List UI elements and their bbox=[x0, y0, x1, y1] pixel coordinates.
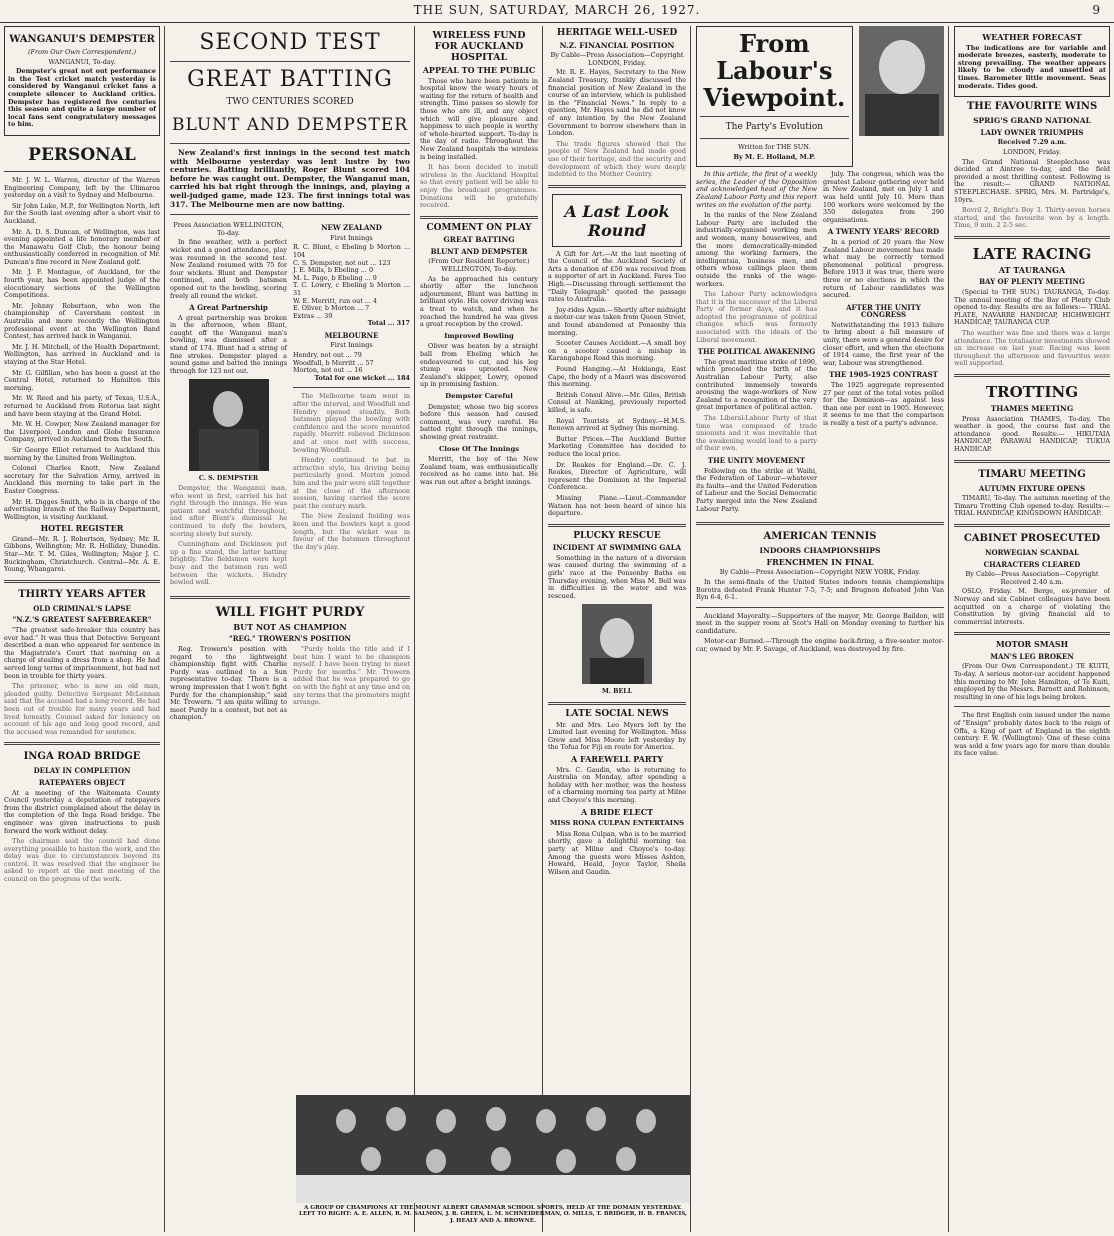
labour-body-1: In the ranks of the New Zealand Labour Party are included the industrially-organised working men and women, many housewives, and the more democratically-minded among the working farmers, the intelligentsia, business men, and others whose callings place them outside the ranks of the wage-workers. bbox=[696, 211, 817, 288]
mel-score-subhead: First Innings bbox=[330, 341, 373, 350]
contrast-body: The 1925 aggregate represented 27 per cent of the total votes polled for the Dominion—as against less than one per cent in 1905. However, it seems to me that the comparison is really a test of a party's advance. bbox=[823, 381, 944, 427]
column-rule bbox=[414, 26, 415, 1232]
thirty-years-subhead-2: "N.Z.'S GREATEST SAFEBREAKER" bbox=[12, 615, 152, 625]
wanganui-source: (From Our Own Correspondent.) bbox=[27, 48, 137, 56]
score-row: C. S. Dempster, not out ... 123 bbox=[293, 258, 391, 267]
wanganui-headline: WANGANUI'S DEMPSTER bbox=[9, 34, 155, 45]
score-row: W. E. Merritt, run out ... 4 bbox=[293, 296, 377, 305]
social-headline: LATE SOCIAL NEWS bbox=[565, 709, 669, 720]
personal-item: Mr. A. D. S. Duncan, of Wellington, was last evening appointed a life honorary member of the Manawatu Golf Club, the honour being enthusiastically conferred in recognition of Mr. Duncan's fine record in New Zealand golf. bbox=[4, 227, 160, 266]
personal-item: Mr. J. H. Mitchell, of the Health Department, Wellington, has arrived in Auckland and is staying at the Star Hotel. bbox=[4, 342, 160, 366]
column-3: WIRELESS FUND FOR AUCKLAND HOSPITAL APPEAL TO THE PUBLIC Those who have been patients in hospital know the weary hours of waiting for the return of health and strength. Time passes so slowly for those who are ill, and any object which will give pleasure and happiness to such people is worthy of whole-hearted support. To-day is the day of radio. Throughout the New Zealand hospitals the wireless is being installed. It has been decided to install wireless in the Auckland Hospital so that every patient will be able to enjoy the broadcast programmes. Donations will be gratefully received. COMMENT ON PLAY GREAT BATTING BLUNT AND DEMPSTER (From Our Resident Reporter.) WELLINGTON, To-day. As he approached his century shortly after the luncheon adjournment, Blunt was batting in brilliant style. His cover driving was a treat to watch, and when he reached the hundred he was given a great reception by the crowd. Improved Bowling Oliver was beaten by a straight ball from Ebeling which he endeavoured to cut, and his leg stump was uprooted. New Zealand's skipper, Lowry, opened up in promising fashion. Dempster Careful Dempster, whose two big scores before this season had caused comment, was very careful. He batted right through the innings, showing great restraint. Close Of The Innings Merritt, the boy of the New Zealand team, was enthusiastically received as he came into bat. He was run out after a bright innings. bbox=[420, 30, 538, 486]
weather-headline: WEATHER FORECAST bbox=[982, 32, 1082, 42]
comment-body-3: Dempster, whose two big scores before this season had caused comment, was very careful. He batted right through the innings, showing great restraint. bbox=[420, 402, 538, 441]
score-row: E. Oliver, b Morton ... 7 bbox=[293, 304, 370, 313]
tennis-subhead-2: FRENCHMEN IN FINAL bbox=[766, 556, 874, 567]
inga-subhead-2: RATEPAYERS OBJECT bbox=[38, 777, 126, 787]
purdy-subhead-2: "REG." TROWERN'S POSITION bbox=[229, 634, 351, 644]
coin-note: The first English coin issued under the name of "Ensign" probably dates back to the reign of Offa, a King of part of England in the eighth century. F. W. (Wellington): One of these coins was sold a few years ago for more than double its face value. bbox=[954, 711, 1110, 758]
wireless-headline: WIRELESS FUND FOR AUCKLAND HOSPITAL bbox=[432, 30, 526, 63]
test-dateline: Press Association WELLINGTON, To-day. bbox=[173, 221, 284, 237]
favourite-received: Received 7.29 a.m. bbox=[997, 138, 1067, 147]
test-headline-1: SECOND TEST bbox=[199, 30, 381, 55]
timaru-body: TIMARU, To-day. The autumn meeting of the Timaru Trotting Club opened to-day. Results:— TRIAL HANDICAP, KINGSDOWN HANDICAP. bbox=[954, 494, 1110, 518]
score-row: Extras ... 39 bbox=[293, 311, 333, 320]
cabinet-headline: CABINET PROSECUTED bbox=[963, 532, 1101, 544]
test-body-2: A great partnership was broken in the afternoon, when Blunt, caught off the Wanganui man's bowling, was dismissed after a stand of 174. Blunt had a string of fine strokes. Dempster played a sound game and batted the innings through for 123 not out. bbox=[170, 313, 287, 375]
purdy-headline: WILL FIGHT PURDY bbox=[215, 604, 365, 620]
last-look-item: Scooter Causes Accident.—A small boy on a scooter caused a mishap in Karangahape Road this morning. bbox=[548, 339, 686, 363]
timaru-headline: TIMARU MEETING bbox=[978, 468, 1086, 480]
hotel-register-body: Grand—Mr. R. J. Robertson, Sydney; Mr. R. Gibbons, Wellington; Mr. R. Holliday, Dunedin. Star—Mr. T. M. Giles, Wellington; Major J. C. Buckingham, Christchurch. Central—Mr. A. E. Young, Whangarei. bbox=[4, 534, 160, 574]
column-1: WANGANUI'S DEMPSTER (From Our Own Correspondent.) WANGANUI, To-day. Dempster's great not out performance in the Test cricket match yesterday is considered by Wanganui cricket fans a complete silencer to Auckland critics. Dempster has registered five centuries this season and quite a large number of local fans sent congratulatory messages to him. PERSONAL Mr. J. W. L. Warren, director of the Warren Engineering Company, left by the Ulimaroa yesterday on a visit to Sydney and Melbourne. Sir John Luke, M.P., for Wellington North, left for the South last evening after a short visit to Auckland. Mr. A. D. S. Duncan, of Wellington, was last evening appointed a life honorary member of the Manawatu Golf Club, the honour being enthusiastically conferred in recognition of Mr. Duncan's fine record in New Zealand golf. Mr. J. F. Montague, of Auckland, for the fourth year, has been appointed judge of the elocutionary sections of the Wellington Competitions. Mr. Johnny Robertson, who won the championship of Caversham contest in Australia and more recently the Wellington professional event at the Wellington Band Contest, has arrived back in Wanganui. Mr. J. H. Mitchell, of the Health Department, Wellington, has arrived in Auckland and is staying at the Star Hotel. Mr. G. Gilfillan, who has been a guest at the Central Hotel, returned to Hamilton this morning. Mr. W. Reed and his party, of Texas, U.S.A., returned to Auckland from Rotorua last night and have been staying at the Grand Hotel. Mr. W. H. Cowper, New Zealand manager for the Liverpool, London and Globe Insurance Company, arrived in Auckland from the South. Sir George Elliot returned to Auckland this morning by the Limited from Wellington. Colonel Charles Knott, New Zealand secretary for the Salvation Army, arrived in Auckland this morning to take part in the Easter Congress. Mr. H. Digges Smith, who is in charge of the advertising branch of the Railway Department, Wellington, is visiting Auckland. HOTEL REGISTER Grand—Mr. R. J. Robertson, Sydney; Mr. R. Gibbons, Wellington; Mr. R. Holliday, Dunedin. Star—Mr. T. M. Giles, Wellington; Major J. C. Buckingham, Christchurch. Central—Mr. A. E. Young, Whangarei. THIRTY YEARS AFTER OLD CRIMINAL'S LAPSE "N.Z.'S GREATEST SAFEBREAKER" "The greatest safe-breaker this country has ever had." It was thus that Detective Sergeant described a man who appeared for sentence in the Magistrate's Court that morning on a charge of stealing a dress from a shop. He had served long terms of imprisonment, but had not been in trouble for thirty years. The prisoner, who is now an old man, pleaded guilty. Detective Sergeant McLennan said that the accused had a long record. He had been out of trouble for many years and had lived honestly. Counsel asked for leniency on account of his age and long good record, and the accused was remanded for sentence. INGA ROAD BRIDGE DELAY IN COMPLETION RATEPAYERS OBJECT At a meeting of the Waitemata County Council yesterday a deputation of ratepayers from the district complained about the delay in the completion of the Inga Road bridge. The engineer was given instructions to push forward the work without delay. The chairman said the council had done everything possible to hasten the work, and the delay was due to circumstances beyond its control. It was resolved that the engineer be asked to report at the next meeting of the council on the progress of the work. bbox=[4, 26, 160, 1232]
late-racing-subhead: AT TAURANGA bbox=[998, 264, 1066, 275]
thirty-years-headline: THIRTY YEARS AFTER bbox=[18, 588, 146, 600]
late-racing-body: (Special to THE SUN.) TAURANGA, To-day. The annual meeting of the Bay of Plenty Club opened to-day. Results are as follows:— TRIAL PLATE, NAVARRE HANDICAP, HIGHWEIGHT HANDICAP, TAURANGA CUP. bbox=[954, 288, 1110, 327]
personal-item: Mr. W. Reed and his party, of Texas, U.S.A., returned to Auckland from Rotorua last night and have been staying at the Grand Hotel. bbox=[4, 394, 160, 418]
column-5: From Labour's Viewpoint. The Party's Evolution Written for THE SUN. By M. E. Holland, M.P. In this article, the first of a weekly series, the Leader of the Opposition and acknowledged head of the New Zealand Labour Party and this report writes on the evolution of the party. In the ranks of the New Zealand Labour Party are included the industrially-organised working men and women, many housewives, and the more democratically-minded among the working farmers, the intelligentsia, business men, and others whose callings place them outside the ranks of the wage-workers. The Labour Party acknowledges that it is the successor of the Liberal Party of former days, and it has adopted the programme of political changes which was formerly associated with the ideals of the Liberal movement. THE POLITICAL AWAKENING The great maritime strike of 1890, which preceded the birth of the Australian Labour Party, also contributed immensely towards arousing the wage-workers of New Zealand to a recognition of the very great importance of political action. The Liberal-Labour Party of that time was composed of trade unionists and it was inevitable that the awakening would lead to a party of their own. THE UNITY MOVEMENT Following on the strike at Waihi, the Federation of Labour—whatever its faults—and the United Federation of Labour and the Social Democratic Party merged into the New Zealand Labour Party. July. The congress, which was the greatest Labour gathering ever held in New Zealand, met on July 1 and was held until July 10. More than 100 workers were welcomed by the 350 delegates from 290 organisations. A TWENTY YEARS' RECORD In a period of 20 years the New Zealand Labour movement has made what may be correctly termed phenomenal political progress. Before 1913 it was true, there were three or no elections in which the return of Labour candidates was secured. AFTER THE UNITY CONGRESS Notwithstanding the 1913 failure to bring about a full measure of unity, there were a general desire for closer effort, and when the elections of 1914 came, the first year of the war, Labour was strengthened. THE 1905-1925 CONTRAST The 1925 aggregate represented 27 per cent of the total votes polled for the Dominion—as against less than one per cent in 1905. However, it seems to me that the comparison is really a test of a party's advance. AMERICAN TENNIS INDOORS CHAMPIONSHIPS FRENCHMEN IN FINAL By Cable—Press Association—Copyright NEW YORK, Friday. In the semi-finals of the United States indoors tennis championships Borotra defeated Frank Hunter 7-5, 7-5; and Brugnon defeated John Van Ryn 6-4, 6-1. Auckland Mayoralty.—Supporters of the mayor, Mr. George Baildon, will meet in the supper room at Scot's Hall on Monday evening to further his candidature. Motor-car Burned.—Through the engine back-firing, a five-seater motor-car, owned by Mr. F. Savage, of Auckland, was destroyed by fire. bbox=[696, 26, 944, 1232]
score-row: Woodfull, b Merritt ... 57 bbox=[293, 358, 374, 367]
hotel-register-headline: HOTEL REGISTER bbox=[40, 523, 124, 534]
twenty-years-body: In a period of 20 years the New Zealand Labour movement has made what may be correctly termed phenomenal political progress. Before 1913 it was true, there were three or no elections in which the return of Labour candidates was secured. bbox=[823, 237, 944, 300]
mel-score-headline: MELBOURNE bbox=[324, 330, 379, 340]
last-look-item: Royal Tourists at Sydney.—H.M.S. Renown arrived at Sydney this morning. bbox=[548, 416, 686, 433]
twenty-years-head: A TWENTY YEARS' RECORD bbox=[827, 227, 940, 237]
holland-portrait bbox=[859, 26, 944, 136]
favourite-headline: THE FAVOURITE WINS bbox=[966, 101, 1098, 113]
champions-photo-block bbox=[296, 1095, 690, 1224]
labour-title-box bbox=[696, 26, 853, 167]
weather-body: The indications are for variable and moderate breezes, easterly, moderate to strong prevailing. The weather appears likely to be cloudy and unsettled at times. Barometer little movement. Seas moderate. Tides good. bbox=[958, 43, 1106, 90]
score-row: M. L. Page, b Ebeling ... 9 bbox=[293, 273, 377, 282]
comment-body-2: Oliver was beaten by a straight ball from Ebeling which he endeavoured to cut, and his leg stump was uprooted. New Zealand's skipper, Lowry, opened up in promising fashion. bbox=[420, 342, 538, 389]
test-headline-2: GREAT BATTING bbox=[187, 67, 393, 92]
comment-subhead: GREAT BATTING bbox=[443, 235, 515, 245]
test-intro: New Zealand's first innings in the second test match with Melbourne yesterday was lent lustre by two centuries. Batting brilliantly, Roger Blunt scored 104 before he was caught out. Dempster, the Wanganui man, carried his bat right through the innings, and, playing a well-judged game, made 123. The first innings total was 317. The Melbourne men are now batting. bbox=[170, 148, 410, 209]
cabinet-subhead: NORWEGIAN SCANDAL bbox=[985, 547, 1079, 557]
trotting-subhead: THAMES MEETING bbox=[990, 404, 1074, 413]
timaru-subhead: AUTUMN FIXTURE OPENS bbox=[978, 483, 1086, 493]
after-unity-head: AFTER THE UNITY CONGRESS bbox=[846, 302, 921, 320]
wanganui-body: Dempster's great not out performance in the Test cricket match yesterday is considered by Wanganui cricket fans a complete silencer to Auckland critics. Dempster has registered five centuries this season and quite a large number of local fans sent congratulatory messages to him. bbox=[8, 67, 156, 129]
nz-score-headline: NEW ZEALAND bbox=[321, 223, 382, 233]
inga-headline: INGA ROAD BRIDGE bbox=[23, 751, 141, 763]
contrast-head: THE 1905-1925 CONTRAST bbox=[829, 370, 938, 380]
column-rule bbox=[542, 26, 543, 1232]
personal-headline: PERSONAL bbox=[28, 144, 136, 165]
weather-box bbox=[954, 26, 1110, 97]
social-body: Mr. and Mrs. Leo Myers left by the Limited last evening for Wellington. Miss Grew and Miss Moore left yesterday by the Tofua for Fiji en route for America. bbox=[548, 720, 686, 752]
bell-photo bbox=[582, 604, 652, 684]
trotting-body: Press Association THAMES, To-day. The weather is good, the course fast and the attendance good. Results:— HIKUTAIA HANDICAP, PARAWAI HANDICAP, TUKUA HANDICAP. bbox=[954, 414, 1110, 453]
comment-subhead-4: Dempster Careful bbox=[445, 391, 513, 400]
test-headline-4: BLUNT AND DEMPSTER bbox=[171, 115, 409, 135]
bride-subhead: MISS RONA CULPAN ENTERTAINS bbox=[549, 819, 685, 828]
last-look-item: Dr. Reakes for England.—Dr. C. J. Reakes, Director of Agriculture, will represent the Dominion at the Imperial Conference. bbox=[548, 460, 686, 492]
labour-byline-2: By M. E. Holland, M.P. bbox=[733, 152, 816, 161]
column-6: WEATHER FORECAST The indications are for variable and moderate breezes, easterly, moderate to strong prevailing. The weather appears likely to be cloudy and unsettled at times. Barometer little movement. Seas moderate. Tides good. THE FAVOURITE WINS SPRIG'S GRAND NATIONAL LADY OWNER TRIUMPHS Received 7.29 a.m. LONDON, Friday. The Grand National Steeplechase was decided at Aintree to-day, and the field provided a most thrilling contest. Following is the result:— GRAND NATIONAL STEEPLECHASE. SPRIG, Mrs. M. Partridge's, 10yrs. Bovril 2, Bright's Boy 3. Thirty-seven horses started, and the favourite won by a length. Time, 9 min. 2 2-5 sec. LATE RACING AT TAURANGA BAY OF PLENTY MEETING (Special to THE SUN.) TAURANGA, To-day. The annual meeting of the Bay of Plenty Club opened to-day. Results are as follows:— TRIAL PLATE, NAVARRE HANDICAP, HIGHWEIGHT HANDICAP, TAURANGA CUP. The weather was fine and there was a large attendance. The totalisator investments showed an increase on last year. Racing was keen throughout the afternoon and favourites were well supported. TROTTING THAMES MEETING Press Association THAMES, To-day. The weather is good, the course fast and the attendance good. Results:— HIKUTAIA HANDICAP, PARAWAI HANDICAP, TUKUA HANDICAP. TIMARU MEETING AUTUMN FIXTURE OPENS TIMARU, To-day. The autumn meeting of the Timaru Trotting Club opened to-day. Results:— TRIAL HANDICAP, KINGSDOWN HANDICAP. CABINET PROSECUTED NORWEGIAN SCANDAL CHARACTERS CLEARED By Cable—Press Association—Copyright Received 2.40 a.m. OSLO, Friday. M. Berge, ex-premier of Norway and six Cabinet colleagues have been acquitted on a charge of violating the Constitution by giving financial aid to commercial interests. MOTOR SMASH MAN'S LEG BROKEN (From Our Own Correspondent.) TE KUITI, To-day. A serious motor-car accident happened this morning to Mr. John Hamilton, of Te Kuiti, employed by the Messrs. Barnett and Robinson, resulting in one of his legs being broken. The first English coin issued under the name of "Ensign" probably dates back to the reign of Offa, a King of part of England in the eighth century. F. W. (Wellington): One of these coins was sold a few years ago for more than double its face value. bbox=[954, 26, 1110, 1232]
wanganui-box bbox=[4, 26, 160, 136]
personal-item: Mr. W. H. Cowper, New Zealand manager for the Liverpool, London and Globe Insurance Company, arrived in Auckland from the South. bbox=[4, 420, 160, 444]
comment-headline: COMMENT ON PLAY bbox=[426, 222, 532, 233]
comment-subhead-2: BLUNT AND DEMPSTER bbox=[430, 246, 528, 256]
plucky-body: Something in the nature of a diversion was caused during the swimming of a girls' race at the Ponsonby Baths on Thursday evening, when Miss M. Bell was in difficulties in the water and was rescued. bbox=[548, 553, 686, 600]
personal-item: Mr. J. F. Montague, of Auckland, for the fourth year, has been appointed judge of the elocutionary sections of the Wellington Competitions. bbox=[4, 268, 160, 300]
personal-item: Mr. Johnny Robertson, who won the championship of Caversham contest in Australia and more recently the Wellington professional event at the Wellington Band Contest, has arrived back in Wanganui. bbox=[4, 301, 160, 341]
inga-subhead: DELAY IN COMPLETION bbox=[33, 766, 131, 776]
labour-title-1: From Labour's bbox=[716, 29, 833, 85]
last-look-item: Butter Prices.—The Auckland Butter Marketing Committee has decided to reduce the local price. bbox=[548, 434, 686, 458]
nz-score-subhead: First Innings bbox=[330, 233, 373, 242]
late-racing-headline: LATE RACING bbox=[972, 244, 1092, 263]
column-rule bbox=[948, 26, 949, 1232]
bride-body: Miss Rona Culpan, who is to be married shortly, gave a delightful morning tea party at Milne and Choyce's to-day. Among the guests were Misses Ashton, Howard, Heald, Joyce Taylor, Sheila Wilson and Gaudin. bbox=[548, 829, 686, 876]
heritage-subhead: N.Z. FINANCIAL POSITION bbox=[559, 40, 675, 50]
column-rule bbox=[164, 26, 165, 1232]
column-2: SECOND TEST GREAT BATTING TWO CENTURIES SCORED BLUNT AND DEMPSTER New Zealand's first innings in the second test match with Melbourne yesterday was lent lustre by two centuries. Batting brilliantly, Roger Blunt scored 104 before he was caught out. Dempster, the Wanganui man, carried his bat right through the innings, and, playing a well-judged game, made 123. The first innings total was 317. The Melbourne men are now batting. Press Association WELLINGTON, To-day. In fine weather, with a perfect wicket and a good attendance, play was resumed in the second test. New Zealand resumed with 75 for four wickets. Blunt and Dempster continued, and both batsmen opened out to the bowling, scoring freely all round the wicket. A Great Partnership A great partnership was broken in the afternoon, when Blunt, caught off the Wanganui man's bowling, was dismissed after a stand of 174. Blunt had a string of fine strokes. Dempster played a sound game and batted the innings through for 123 not out. C. S. DEMPSTER Dempster, the Wanganui man, who went in first, carried his bat right through the innings. He was patient and watchful throughout, and after Blunt's dismissal he continued to defy the bowlers, scoring slowly but surely. Cunningham and Dickinson put up a fine stand, the latter batting brightly. The fieldsmen were kept busy and the batsmen ran well between the wickets. Hendry bowled well. NEW ZEALAND First Innings R. C. Blunt, c Ebeling b Morton ... 104 C. S. Dempster, not out ... 123 J. E. Mills, b Ebeling ... 0 M. L. Page, b Ebeling ... 9 T. C. Lowry, c Ebeling b Morton ... 31 W. E. Merritt, run out ... 4 E. Oliver, b Morton ... 7 Extras ... 39 Total ... 317 MELBOURNE First Innings Hendry, not out ... 79 Woodfull, b Merritt ... 57 Morton, not out ... 16 Total for one wicket ... 184 The Melbourne team went in after the interval, and Woodfull and Hendry opened steadily. Both batsmen played the bowling with confidence and the score mounted rapidly. Merritt relieved Dickinson and at once met with success, bowling Woodfull. Hendry continued to bat in attractive style, his driving being particularly good. Morton joined him and the pair were still together at the close of the afternoon session, having carried the score past the century mark. The New Zealand fielding was keen and the bowlers kept a good length, but the wicket was in favour of the batsmen throughout the day's play. WILL FIGHT PURDY BUT NOT AS CHAMPION "REG." TROWERN'S POSITION Reg. Trowern's position with regard to the lightweight championship fight with Charlie Purdy was outlined to a Sun representative to-day. "There is a wrong impression that I won't fight Purdy for the championship," said Mr. Trowern. "I am quite willing to meet Purdy in a contest, but not as champion." "Purdy holds the title and if I beat him I want to be champion myself. I have been trying to meet Purdy for months." Mr. Trowern added that he was prepared to go on with the fight at any time and on any terms that the promoters might arrange. bbox=[170, 30, 410, 722]
personal-item: Sir George Elliot returned to Auckland this morning by the Limited from Wellington. bbox=[4, 445, 160, 462]
last-look-headline: A Last Look Round bbox=[564, 201, 670, 240]
wanganui-dateline: WANGANUI, To-day. bbox=[48, 57, 116, 66]
motor-smash-body: (From Our Own Correspondent.) TE KUITI, To-day. A serious motor-car accident happened this morning to Mr. John Hamilton, of Te Kuiti, employed by the Messrs. Barnett and Robinson, resulting in one of his legs being broken. bbox=[954, 662, 1110, 701]
plucky-headline: PLUCKY RESCUE bbox=[573, 530, 661, 541]
farewell-headline: A FAREWELL PARTY bbox=[570, 754, 664, 764]
personal-item: Mr. H. Digges Smith, who is in charge of the advertising branch of the Railway Department, Wellington, is visiting Auckland. bbox=[4, 497, 160, 521]
personal-item: Sir John Luke, M.P., for Wellington North, left for the South last evening after a short visit to Auckland. bbox=[4, 201, 160, 225]
bell-caption: M. BELL bbox=[601, 688, 633, 696]
labour-intro: In this article, the first of a weekly series, the Leader of the Opposition and acknowledged head of the New Zealand Labour Party and this report writes on the evolution of the party. bbox=[696, 170, 817, 209]
motor-smash-headline: MOTOR SMASH bbox=[995, 639, 1069, 650]
labour-right-body: July. The congress, which was the greatest Labour gathering ever held in New Zealand, met on July 1 and was held until July 10. More than 100 workers were welcomed by the 350 delegates from 290 organisations. bbox=[823, 170, 944, 224]
heritage-headline: HERITAGE WELL-USED bbox=[556, 28, 678, 38]
labour-subtitle: The Party's Evolution bbox=[725, 122, 824, 132]
last-look-item: British Consul Alive.—Mr. Giles, British Consul at Nanking, previously reported killed, is safe. bbox=[548, 390, 686, 414]
motor-fire-body: Motor-car Burned.—Through the engine back-firing, a five-seater motor-car, owned by Mr. F. Savage, of Auckland, was destroyed by fire. bbox=[696, 637, 944, 654]
comment-subhead-5: Close Of The Innings bbox=[438, 444, 520, 453]
personal-item: Colonel Charles Knott, New Zealand secretary for the Salvation Army, arrived in Auckland this morning to take part in the Easter Congress. bbox=[4, 464, 160, 495]
cabinet-body: OSLO, Friday. M. Berge, ex-premier of Norway and six Cabinet colleagues have been acquitted on a charge of violating the Constitution by giving financial aid to commercial interests. bbox=[954, 587, 1110, 626]
cabinet-subhead-2: CHARACTERS CLEARED bbox=[983, 559, 1081, 569]
test-body-1: In fine weather, with a perfect wicket and a good attendance, play was resumed in the second test. New Zealand resumed with 75 for four wickets. Blunt and Dempster continued, and both batsmen opened out to the bowling, scoring freely all round the wicket. bbox=[170, 238, 287, 300]
farewell-body: Mrs. C. Gaudin, who is returning to Australia on Monday, after spending a holiday with her mother, was the hostess of a charming morning tea party at Milne and Choyce's this morning. bbox=[548, 765, 686, 804]
score-row: Morton, not out ... 16 bbox=[293, 366, 363, 375]
unity-head: THE UNITY MOVEMENT bbox=[707, 455, 806, 465]
score-row: R. C. Blunt, c Ebeling b Morton ... 104 bbox=[293, 243, 410, 259]
champions-photo bbox=[296, 1095, 690, 1203]
plucky-subhead: INCIDENT AT SWIMMING GALA bbox=[552, 543, 682, 553]
score-row: Hendry, not out ... 79 bbox=[293, 351, 362, 360]
heritage-body: Mr. R. E. Hayes, Secretary to the New Zealand Treasury, frankly discussed the financial position of New Zealand in the course of an interview, which is published in the "Financial News." In reply to a question, Mr. Hayes said he did not know of any intention by the New Zealand Government to borrow elsewhere than in London. bbox=[548, 68, 686, 138]
favourite-subhead-2: LADY OWNER TRIUMPHS bbox=[980, 127, 1084, 137]
last-look-item: Joy-rides Again.—Shortly after midnight a motor-car was taken from Queen Street, and found abandoned at Ponsonby this morning. bbox=[548, 305, 686, 337]
last-look-item: Found Hanging.—At Hokianga, East Cape, the body of a Maori was discovered this morning. bbox=[548, 365, 686, 389]
wireless-body: Those who have been patients in hospital know the weary hours of waiting for the return of health and strength. Time passes so slowly for those who are ill, and any object which will give pleasure and happiness to such people is worthy of whole-hearted support. To-day is the day of radio. Throughout the New Zealand hospitals the wireless is being installed. bbox=[420, 76, 538, 161]
champions-caption: A GROUP OF CHAMPIONS AT THE MOUNT ALBERT GRAMMAR SCHOOL SPORTS, HELD AT THE DOMAIN YESTERDAY. LEFT TO RIGHT: A. E. ALLEN, R. M. SALMON, J. R. GREEN, L. M. SCHNEIDERMAN, O. MILLS, T. BRIDGER, H. B. FRANCIS, J. HEALY AND A. BROWNE. bbox=[299, 1205, 687, 1224]
unity-body: Following on the strike at Waihi, the Federation of Labour—whatever its faults—and the United Federation of Labour and the Social Democratic Party merged into the New Zealand Labour Party. bbox=[696, 466, 817, 513]
favourite-body: The Grand National Steeplechase was decided at Aintree to-day, and the field provided a most thrilling contest. Following is the result:— GRAND NATIONAL STEEPLECHASE. SPRIG, Mrs. M. Partridge's, 10yrs. bbox=[954, 157, 1110, 204]
comment-body-4: Merritt, the boy of the New Zealand team, was enthusiastically received as he came into bat. He was run out after a bright innings. bbox=[420, 455, 538, 486]
masthead bbox=[0, 0, 1114, 23]
trotting-headline: TROTTING bbox=[985, 383, 1079, 401]
favourite-subhead: SPRIG'S GRAND NATIONAL bbox=[973, 116, 1091, 126]
mayoralty-body: Auckland Mayoralty.—Supporters of the mayor, Mr. George Baildon, will meet in the supper room at Scot's Hall on Monday evening to further his candidature. bbox=[696, 611, 944, 635]
last-look-item: Missing Plane.—Lieut.-Commander Watson has not been heard of since his departure. bbox=[548, 493, 686, 518]
bride-headline: A BRIDE ELECT bbox=[580, 806, 654, 817]
cabinet-dateline: By Cable—Press Association—Copyright Received 2.40 a.m. bbox=[965, 570, 1099, 586]
nz-scorecard bbox=[293, 244, 410, 328]
motor-smash-subhead: MAN'S LEG BROKEN bbox=[990, 651, 1074, 661]
mel-score-total: Total for one wicket ... 184 bbox=[314, 373, 410, 382]
page-number: 9 bbox=[1092, 3, 1100, 17]
political-awakening-body: The great maritime strike of 1890, which preceded the birth of the Australian Labour Party, also contributed immensely towards arousing the wage-workers of New Zealand to a recognition of the very great importance of political action. bbox=[696, 357, 817, 412]
column-4: HERITAGE WELL-USED N.Z. FINANCIAL POSITION By Cable—Press Association—Copyright LONDON, Friday. Mr. R. E. Hayes, Secretary to the New Zealand Treasury, frankly discussed the financial position of New Zealand in the course of an interview, which is published in the "Financial News." In reply to a question, Mr. Hayes said he did not know of any intention by the New Zealand Government to borrow elsewhere than in London. The trade figures showed that the people of New Zealand had made good use of their heritage, and the security and development of which they were deeply indebted to the Mother Country. A Last Look Round A Gift for Art.—At the last meeting of the Council of the Auckland Society of Arts a donation of £50 was received from a supporter of art in Auckland. Fares Too High.—Discussing through settlement the "Daily Telegraph" quoted the passage rates to Australia. Joy-rides Again.—Shortly after midnight a motor-car was taken from Queen Street, and found abandoned at Ponsonby this morning. Scooter Causes Accident.—A small boy on a scooter caused a mishap in Karangahape Road this morning. Found Hanging.—At Hokianga, East Cape, the body of a Maori was discovered this morning. British Consul Alive.—Mr. Giles, British Consul at Nanking, previously reported killed, is safe. Royal Tourists at Sydney.—H.M.S. Renown arrived at Sydney this morning. Butter Prices.—The Auckland Butter Marketing Committee has decided to reduce the local price. Dr. Reakes for England.—Dr. C. J. Reakes, Director of Agriculture, will represent the Dominion at the Imperial Conference. Missing Plane.—Lieut.-Commander Watson has not been heard of since his departure. PLUCKY RESCUE INCIDENT AT SWIMMING GALA Something in the nature of a diversion was caused during the swimming of a girls' race at the Ponsonby Baths on Thursday evening, when Miss M. Bell was in difficulties in the water and was rescued. M. BELL LATE SOCIAL NEWS Mr. and Mrs. Leo Myers left by the Limited last evening for Wellington. Miss Grew and Miss Moore left yesterday by the Tofua for Fiji en route for America. A FAREWELL PARTY Mrs. C. Gaudin, who is returning to Australia on Monday, after spending a holiday with her mother, was the hostess of a charming morning tea party at Milne and Choyce's this morning. A BRIDE ELECT MISS RONA CULPAN ENTERTAINS Miss Rona Culpan, who is to be married shortly, gave a delightful morning tea party at Milne and Choyce's to-day. Among the guests were Misses Ashton, Howard, Heald, Joyce Taylor, Sheila Wilson and Gaudin. bbox=[548, 28, 686, 876]
tennis-subhead: INDOORS CHAMPIONSHIPS bbox=[759, 546, 881, 556]
comment-subhead-3: Improved Bowling bbox=[444, 331, 514, 340]
masthead-title: THE SUN, SATURDAY, MARCH 26, 1927. bbox=[413, 3, 701, 17]
tennis-dateline: By Cable—Press Association—Copyright NEW YORK, Friday. bbox=[719, 568, 921, 577]
inga-body: At a meeting of the Waitemata County Council yesterday a deputation of ratepayers from the district complained about the delay in the completion of the Inga Road bridge. The engineer was given instructions to push forward the work without delay. bbox=[4, 788, 160, 835]
comment-body: As he approached his century shortly after the luncheon adjournment, Blunt was batting in brilliant style. His cover driving was a treat to watch, and when he reached the hundred he was given a great reception by the crowd. bbox=[420, 274, 538, 329]
political-awakening-head: THE POLITICAL AWAKENING bbox=[697, 347, 816, 357]
personal-item: Mr. J. W. L. Warren, director of the Warren Engineering Company, left by the Ulimaroa yesterday on a visit to Sydney and Melbourne. bbox=[4, 175, 160, 200]
heritage-dateline: By Cable—Press Association—Copyright LONDON, Friday. bbox=[550, 51, 684, 67]
purdy-body: Reg. Trowern's position with regard to the lightweight championship fight with Charlie Purdy was outlined to a Sun representative to-day. "There is a wrong impression that I won't fight Purdy for the championship," said Mr. Trowern. "I am quite willing to meet Purdy in a contest, but not as champion." bbox=[170, 644, 287, 722]
tennis-headline: AMERICAN TENNIS bbox=[763, 531, 877, 543]
test-headline-3: TWO CENTURIES SCORED bbox=[226, 97, 354, 107]
score-total: Total ... 317 bbox=[367, 319, 410, 328]
purdy-subhead: BUT NOT AS CHAMPION bbox=[233, 621, 347, 632]
thirty-years-subhead: OLD CRIMINAL'S LAPSE bbox=[33, 603, 131, 613]
dempster-caption: C. S. DEMPSTER bbox=[198, 475, 259, 483]
column-rule bbox=[690, 26, 691, 1232]
after-unity-body: Notwithstanding the 1913 failure to bring about a full measure of unity, there were a general desire for closer effort, and when the elections of 1914 came, the first year of the war, Labour was strengthened. bbox=[823, 320, 944, 367]
labour-title-2: Viewpoint. bbox=[703, 83, 846, 112]
last-look-body: A Gift for Art.—At the last meeting of the Council of the Auckland Society of Arts a donation of £50 was received from a supporter of art in Auckland. Fares Too High.—Discussing through settlement the "Daily Telegraph" quoted the passage rates to Australia. bbox=[548, 249, 686, 304]
tennis-body: In the semi-finals of the United States indoors tennis championships Borotra defeated Frank Hunter 7-5, 7-5; and Brugnon defeated John Van Ryn 6-4, 6-1. bbox=[696, 577, 944, 602]
dempster-photo bbox=[189, 379, 269, 471]
late-racing-subhead-2: BAY OF PLENTY MEETING bbox=[979, 277, 1085, 287]
test-subhead-1: A Great Partnership bbox=[189, 303, 268, 313]
thirty-years-body: "The greatest safe-breaker this country has ever had." It was thus that Detective Sergeant described a man who appeared for sentence in the Magistrate's Court that morning on a charge of stealing a dress from a shop. He had served long terms of imprisonment, but had not been in trouble for thirty years. bbox=[4, 626, 160, 680]
score-row: T. C. Lowry, c Ebeling b Morton ... 31 bbox=[293, 281, 410, 297]
labour-byline-1: Written for THE SUN. bbox=[738, 143, 811, 151]
personal-item: Mr. G. Gilfillan, who has been a guest at the Central Hotel, returned to Hamilton this morning. bbox=[4, 368, 160, 392]
comment-dateline: (From Our Resident Reporter.) WELLINGTON, To-day. bbox=[428, 257, 530, 274]
favourite-dateline: LONDON, Friday. bbox=[1003, 147, 1061, 156]
last-look-box bbox=[552, 194, 682, 247]
personal-list bbox=[4, 177, 160, 521]
wireless-subhead: APPEAL TO THE PUBLIC bbox=[422, 65, 536, 75]
score-row: J. E. Mills, b Ebeling ... 0 bbox=[293, 266, 374, 275]
